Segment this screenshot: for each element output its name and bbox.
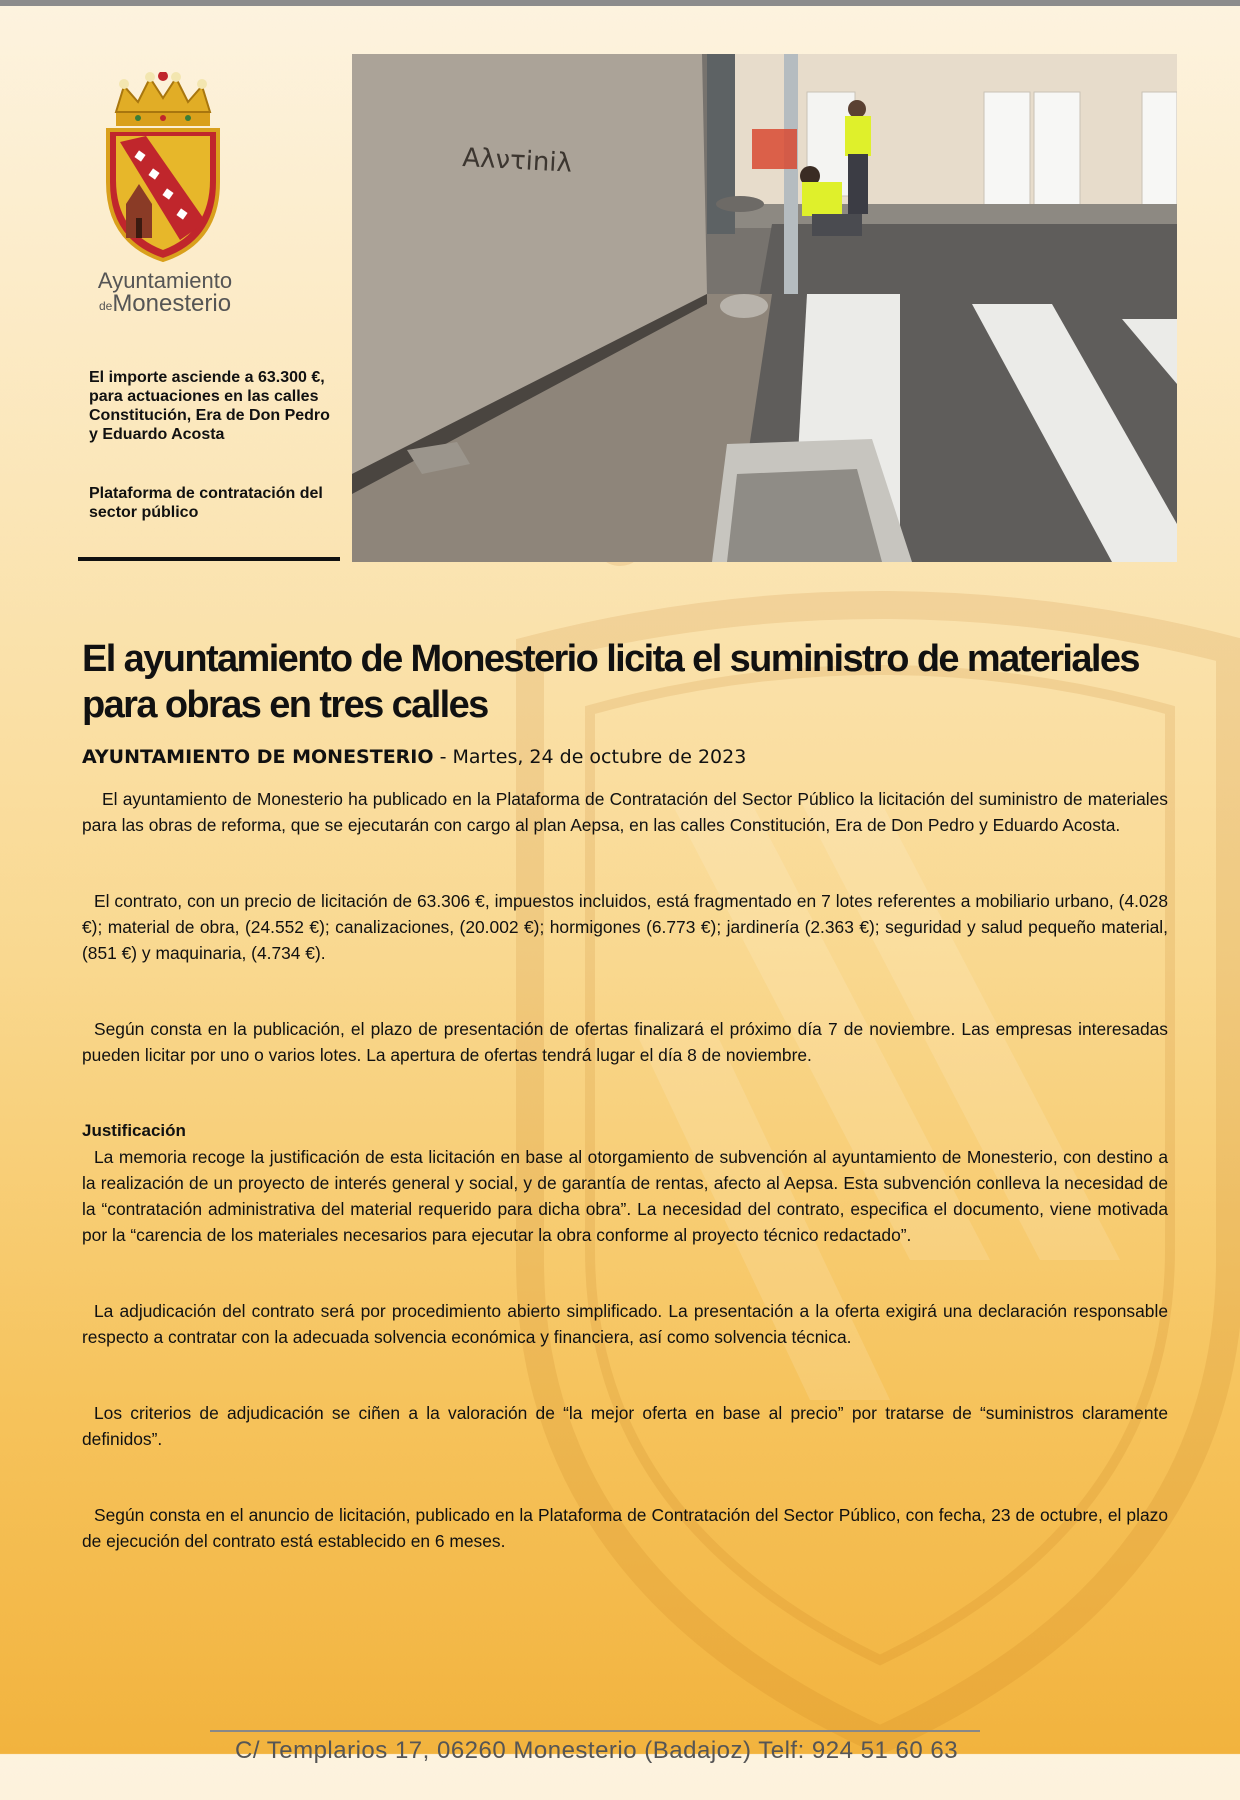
article-paragraph: Según consta en la publicación, el plazo de presentación de ofertas finalizará el próximo día 7 de noviembre. Las empresas interesadas pueden licitar por uno o varios lotes. La apertura de ofertas tendrá lugar el día 8 de noviembre. [82, 1019, 1168, 1065]
logo-name-prefix: de [98, 299, 113, 313]
sidebar-divider [78, 557, 340, 561]
article-body [82, 786, 1168, 1554]
article-paragraph: El contrato, con un precio de licitación de 63.306 €, impuestos incluidos, está fragmentado en 7 lotes referentes a mobiliario urbano, (4.028 €); material de obra, (24.552 €); canalizaciones, (20.002 €); hormigones (6.773 €); jardinería (2.363 €); seguridad y salud pequeño material, (851 €) y maquinaria, (4.734 €). [82, 891, 1168, 963]
article-paragraph: La adjudicación del contrato será por procedimiento abierto simplificado. La presentación a la oferta exigirá una declaración responsable respecto a contratar con la adecuada solvencia económica y financiera, así como solvencia técnica. [82, 1301, 1168, 1347]
section-heading-justification: Justificación [82, 1121, 186, 1140]
article-byline [82, 744, 746, 770]
photo-wall-graffiti: Aλντiniλ [461, 143, 573, 179]
logo-caption [90, 270, 240, 316]
article-paragraph: La memoria recoge la justificación de esta licitación en base al otorgamiento de subvención al ayuntamiento de Monesterio, con destino a la realización de un proyecto de interés general y social, y de garantía de rentas, afecto al Aepsa. Esta subvención conlleva la necesidad de la “contratación administrativa del material requerido para dicha obra”. La necesidad del contrato, especifica el documento, viene motivada por la “carencia de los materiales necesarios para ejecutar la obra conforme al proyecto técnico redactado”. [82, 1147, 1168, 1245]
coat-of-arms-icon [88, 72, 238, 262]
article-headline: El ayuntamiento de Monesterio licita el suministro de materiales para obras en tres calles [82, 638, 1139, 726]
sidebar-source: Plataforma de contratación del sector público [89, 485, 323, 521]
article-paragraph: Según consta en el anuncio de licitación, publicado en la Plataforma de Contratación del Sector Público, con fecha, 23 de octubre, el plazo de ejecución del contrato está establecido en 6 meses. [82, 1505, 1168, 1551]
logo-name-line2 [90, 292, 240, 316]
street-works-photo [352, 54, 1177, 562]
logo-name-town: Monesterio [112, 290, 232, 317]
byline-date: - Martes, 24 de octubre de 2023 [433, 746, 747, 768]
footer-address: C/ Templarios 17, 06260 Monesterio (Badajoz) Telf: 924 51 60 63 [235, 1737, 959, 1764]
byline-organization: AYUNTAMIENTO DE MONESTERIO [82, 746, 434, 768]
logo-name-line1: Ayuntamiento [97, 268, 233, 293]
article-paragraph: El ayuntamiento de Monesterio ha publicado en la Plataforma de Contratación del Sector Público la licitación del suministro de materiales para las obras de reforma, que se ejecutarán con cargo al plan Aepsa, en las calles Constitución, Era de Don Pedro y Eduardo Acosta. [82, 789, 1168, 835]
article-paragraph: Los criterios de adjudicación se ciñen a la valoración de “la mejor oferta en base al precio” por tratarse de “suministros claramente definidos”. [82, 1403, 1168, 1449]
footer-divider [210, 1730, 980, 1732]
page-top-border [0, 0, 1240, 6]
sidebar-summary: El importe asciende a 63.300 €, para actuaciones en las calles Constitución, Era de Don Pedro y Eduardo Acosta [89, 369, 330, 443]
